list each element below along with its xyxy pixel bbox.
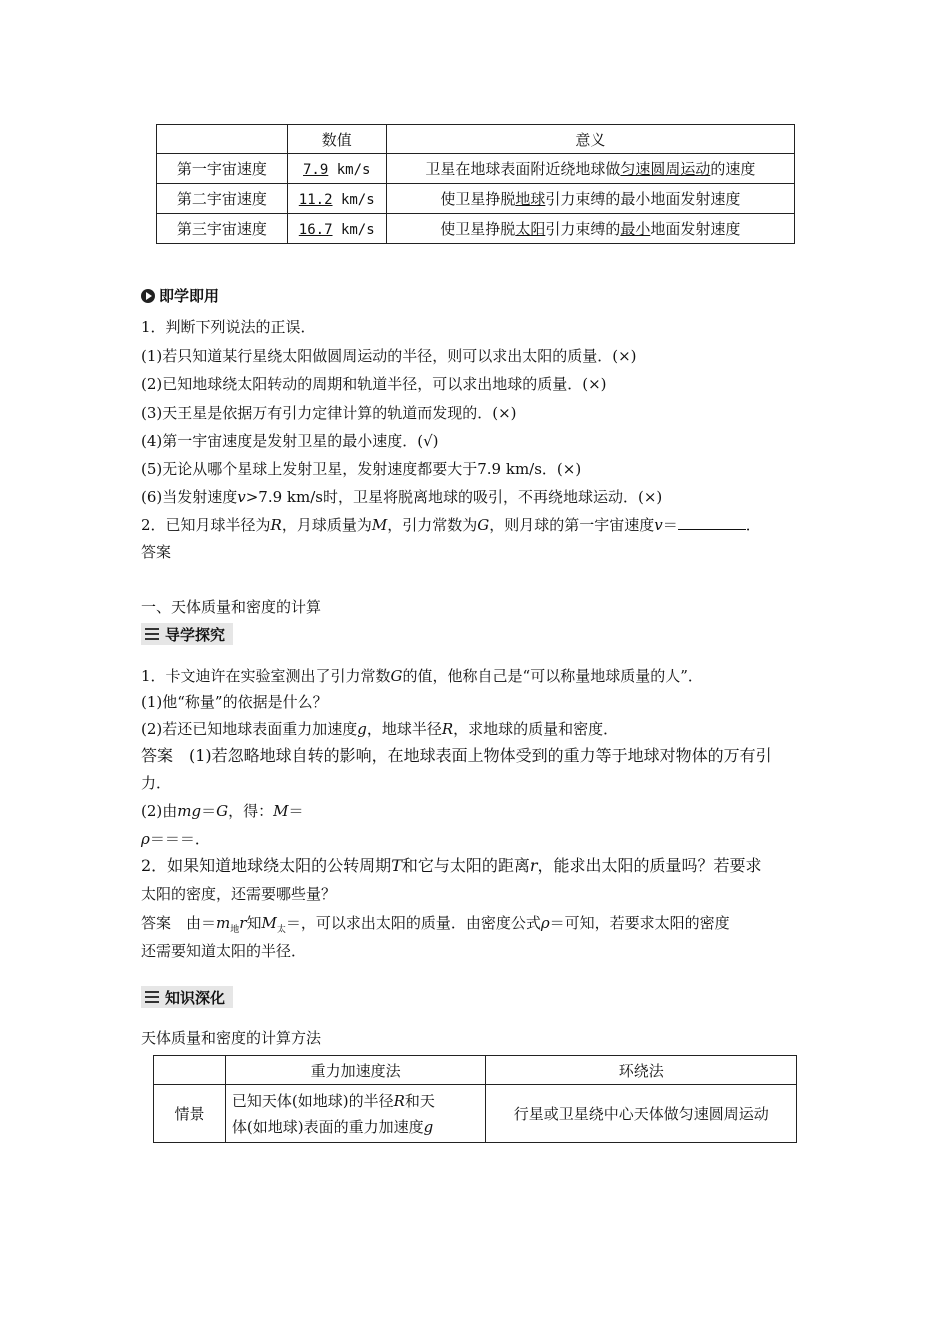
method-subtitle: 天体质量和密度的计算方法 <box>141 1029 322 1047</box>
answer-text: 力． <box>141 774 172 792</box>
answer-label: 答案 <box>141 543 172 561</box>
table-row <box>157 214 795 244</box>
velocity-name: 第三宇宙速度 <box>157 214 288 244</box>
orbit-method-cell: 行星或卫星绕中心天体做匀速圆周运动 <box>486 1085 797 1143</box>
velocity-unit: km/s <box>332 191 375 208</box>
velocity-value: 7.9 <box>303 161 329 178</box>
meaning-text: 使卫星挣脱 <box>440 190 516 208</box>
meaning-text: 卫星在地球表面附近绕地球做 <box>425 160 621 178</box>
table-header-cell: 环绕法 <box>486 1056 797 1085</box>
jixue-question-2: 2．已知月球半径为R，月球质量为M，引力常数为G，则月球的第一宇宙速度v＝ ． <box>141 516 761 534</box>
velocity-name: 第二宇宙速度 <box>157 184 288 214</box>
paragraph: (2)若还已知地球表面重力加速度g，地球半径R，求地球的质量和密度． <box>141 720 619 738</box>
table-header-cell: 意义 <box>386 125 794 154</box>
jixue-line: 1．判断下列说法的正误． <box>141 318 316 336</box>
answer-text: ρ＝＝＝． <box>141 830 210 848</box>
table-header-cell <box>154 1056 226 1085</box>
meaning-underlined: 地球 <box>515 190 546 208</box>
table-header-row <box>154 1056 797 1085</box>
velocity-unit: km/s <box>332 221 375 238</box>
meaning-underlined: 匀速圆周运动 <box>620 160 711 178</box>
zhishi-heading <box>141 986 233 1008</box>
jixue-line: (5)无论从哪个星球上发射卫星，发射速度都要大于7.9 km/s．(×) <box>141 460 582 478</box>
jixue-line: (2)已知地球绕太阳转动的周期和轨道半径，可以求出地球的质量．(×) <box>141 375 607 393</box>
list-icon <box>145 990 159 1004</box>
velocity-value-cell <box>287 154 386 184</box>
table-header-row <box>157 125 795 154</box>
velocity-meaning <box>386 214 794 244</box>
play-circle-icon <box>141 289 155 303</box>
velocity-value: 16.7 <box>298 221 333 238</box>
method-table <box>153 1055 797 1143</box>
jixue-line: (1)若只知道某行星绕太阳做圆周运动的半径，则可以求出太阳的质量．(×) <box>141 347 637 365</box>
jixue-line: (6)当发射速度v>7.9 km/s时，卫星将脱离地球的吸引，不再绕地球运动．(×) <box>141 488 663 506</box>
meaning-underlined: 太阳 <box>515 220 546 238</box>
meaning-text: 的速度 <box>710 160 756 178</box>
answer-text: 答案 由$=m_地r$知$M_太=$，可以求出太阳的质量．由密度公式ρ＝可知，若要求太阳的密度 <box>141 914 730 935</box>
paragraph: 1．卡文迪许在实验室测出了引力常数G的值，他称自己是“可以称量地球质量的人”． <box>141 667 703 685</box>
cosmic-velocity-table <box>156 124 795 244</box>
answer-text: 答案 (1)若忽略地球自转的影响，在地球表面上物体受到的重力等于地球对物体的万有引 <box>141 746 772 765</box>
zhishi-title: 知识深化 <box>165 988 226 1007</box>
gravity-method-cell: 已知天体(如地球)的半径R和天 体(如地球)表面的重力加速度g <box>225 1085 486 1143</box>
meaning-text: 地面发射速度 <box>650 220 741 238</box>
table-row <box>154 1085 797 1143</box>
answer-text: 还需要知道太阳的半径． <box>141 942 307 960</box>
table-header-cell: 数值 <box>287 125 386 154</box>
list-icon <box>145 627 159 641</box>
table-row <box>157 154 795 184</box>
table-header-cell <box>157 125 288 154</box>
velocity-name: 第一宇宙速度 <box>157 154 288 184</box>
velocity-value: 11.2 <box>298 191 333 208</box>
jixue-title: 即学即用 <box>159 287 220 305</box>
jixue-line: (4)第一宇宙速度是发射卫星的最小速度．(√) <box>141 432 439 450</box>
paragraph: 2．如果知道地球绕太阳的公转周期T和它与太阳的距离r，能求出太阳的质量吗？若要求 <box>141 856 762 875</box>
table-row <box>157 184 795 214</box>
table-header-cell: 重力加速度法 <box>225 1056 486 1085</box>
velocity-value-cell <box>287 184 386 214</box>
paragraph: 太阳的密度，还需要哪些量？ <box>141 885 337 903</box>
velocity-unit: km/s <box>328 161 371 178</box>
meaning-text: 使卫星挣脱 <box>440 220 516 238</box>
answer-text: (2)由mg＝G，得：M＝ <box>141 802 304 820</box>
velocity-meaning <box>386 184 794 214</box>
meaning-text: 引力束缚的 <box>545 220 621 238</box>
velocity-meaning <box>386 154 794 184</box>
daoxue-heading <box>141 623 233 645</box>
velocity-value-cell <box>287 214 386 244</box>
meaning-text: 引力束缚的最小地面发射速度 <box>545 190 741 208</box>
section-title: 一、天体质量和密度的计算 <box>141 598 322 616</box>
answer-blank <box>678 515 746 530</box>
row-label: 情景 <box>154 1085 226 1143</box>
jixue-line: (3)天王星是依据万有引力定律计算的轨道而发现的．(×) <box>141 404 517 422</box>
jixue-heading <box>141 285 219 306</box>
meaning-underlined: 最小 <box>620 220 651 238</box>
daoxue-title: 导学探究 <box>165 625 226 644</box>
paragraph: (1)他“称量”的依据是什么？ <box>141 693 328 711</box>
